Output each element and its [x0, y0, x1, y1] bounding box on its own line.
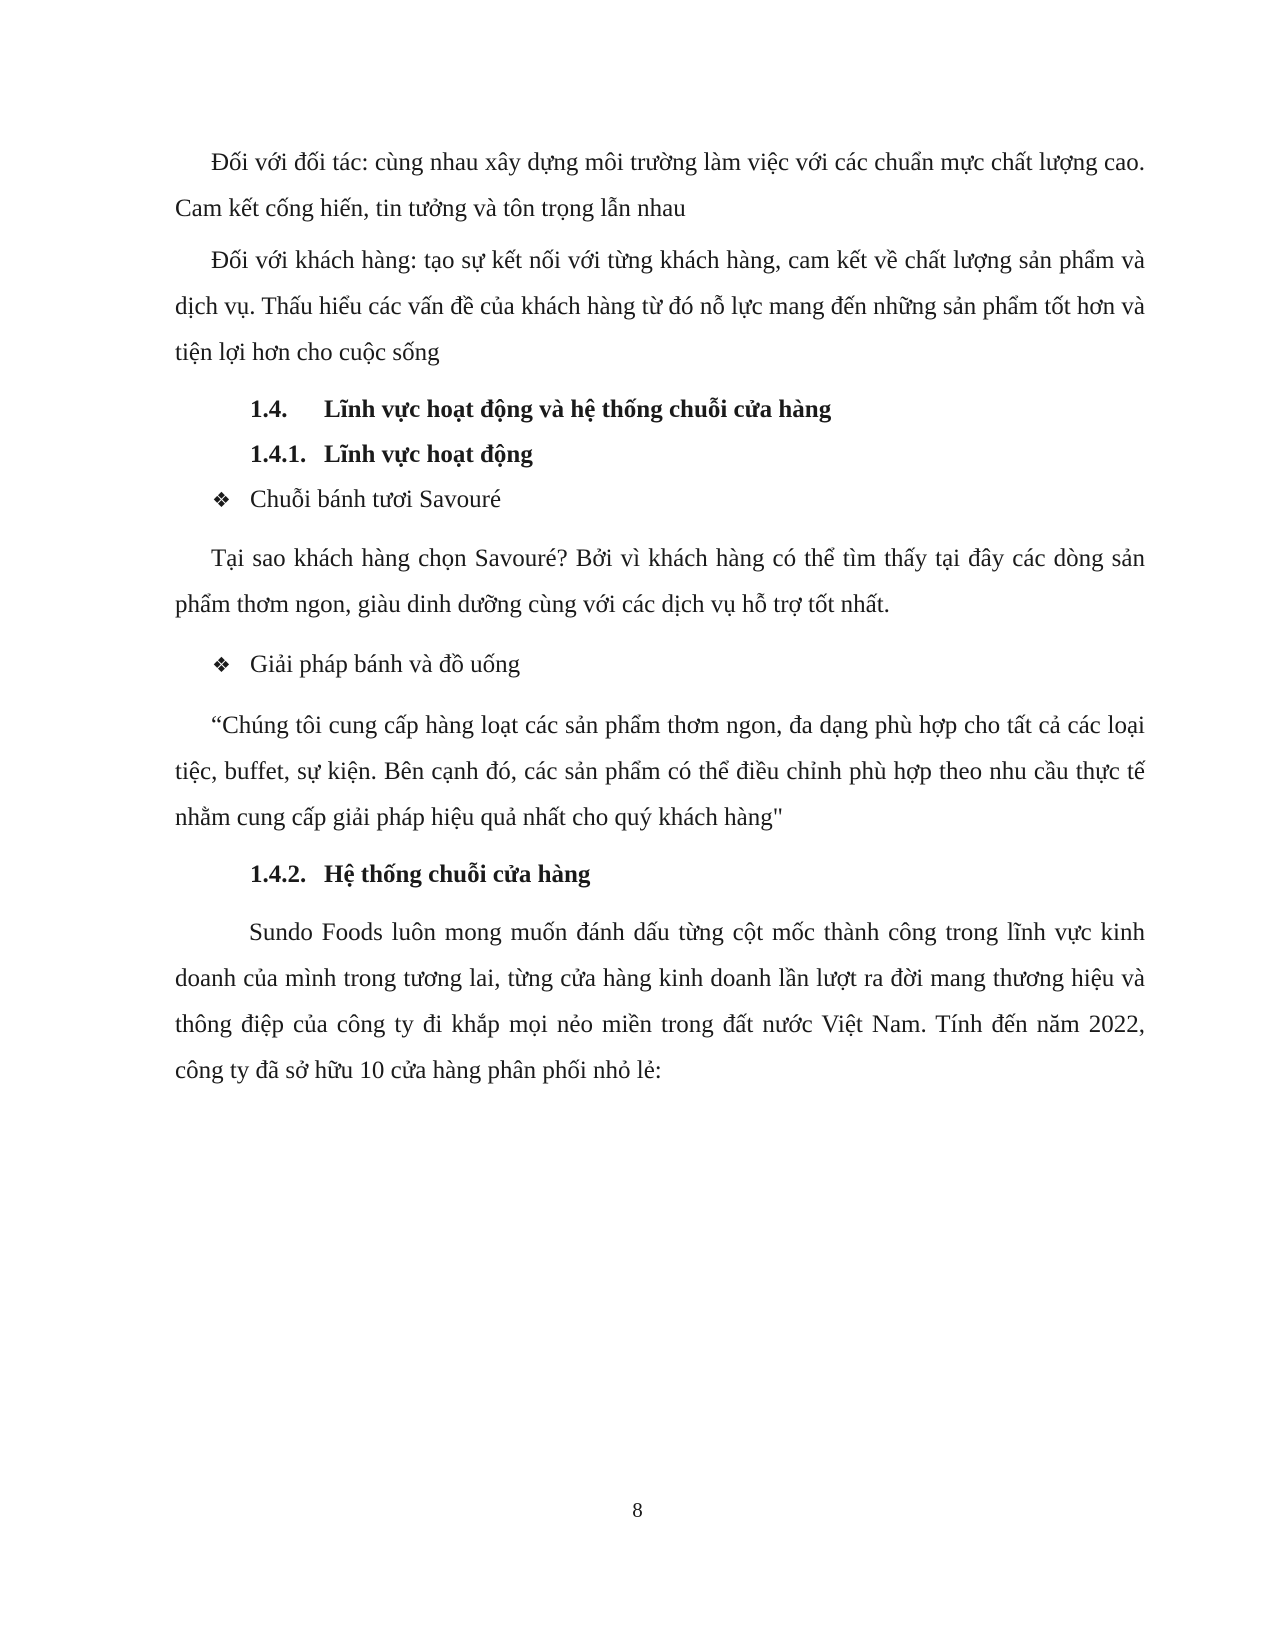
- heading-section-1-4-2: [250, 858, 590, 892]
- paragraph-quote: “Chúng tôi cung cấp hàng loạt các sản phẩm thơm ngon, đa dạng phù hợp cho tất cả các loại tiệc, buffet, sự kiện. Bên cạnh đó, các sản phẩm có thể điều chỉnh phù hợp theo nhu cầu thực tế nhằm cung cấp giải pháp hiệu quả nhất cho quý khách hàng": [175, 712, 1145, 831]
- heading-title: Hệ thống chuỗi cửa hàng: [324, 861, 591, 888]
- heading-title: Lĩnh vực hoạt động: [324, 441, 533, 468]
- heading-section-1-4: [250, 393, 831, 427]
- paragraph-why-savoure: Tại sao khách hàng chọn Savouré? Bởi vì khách hàng có thể tìm thấy tại đây các dòng sản phẩm thơm ngon, giàu dinh dưỡng cùng với các dịch vụ hỗ trợ tốt nhất.: [175, 545, 1145, 618]
- heading-number: 1.4.1.: [250, 441, 307, 468]
- heading-number: 1.4.: [250, 396, 288, 423]
- bullet-fresh-bakery: [212, 483, 501, 517]
- bullet-text: Chuỗi bánh tươi Savouré: [250, 486, 502, 513]
- page-number: 8: [632, 1498, 643, 1522]
- diamond-bullet-icon: ❖: [212, 488, 231, 512]
- paragraph-store-system: Sundo Foods luôn mong muốn đánh dấu từng cột mốc thành công trong lĩnh vực kinh doanh của mình trong tương lai, từng cửa hàng kinh doanh lần lượt ra đời mang thương hiệu và thông điệp của công ty đi khắp mọi nẻo miền trong đất nước Việt Nam. Tính đến năm 2022, công ty đã sở hữu 10 cửa hàng phân phối nhỏ lẻ:: [175, 919, 1145, 1084]
- bullet-bakery-drinks: [212, 648, 520, 682]
- heading-title: Lĩnh vực hoạt động và hệ thống chuỗi cửa hàng: [324, 396, 832, 423]
- paragraph-customers: Đối với khách hàng: tạo sự kết nối với từng khách hàng, cam kết về chất lượng sản phẩm và dịch vụ. Thấu hiểu các vấn đề của khách hàng từ đó nỗ lực mang đến những sản phẩm tốt hơn và tiện lợi hơn cho cuộc sống: [175, 247, 1145, 366]
- bullet-text: Giải pháp bánh và đồ uống: [250, 651, 521, 678]
- heading-number: 1.4.2.: [250, 861, 307, 888]
- paragraph-partners: Đối với đối tác: cùng nhau xây dựng môi trường làm việc với các chuẩn mực chất lượng cao. Cam kết cống hiến, tin tưởng và tôn trọng lẫn nhau: [175, 149, 1145, 222]
- heading-section-1-4-1: [250, 438, 533, 472]
- diamond-bullet-icon: ❖: [212, 653, 231, 677]
